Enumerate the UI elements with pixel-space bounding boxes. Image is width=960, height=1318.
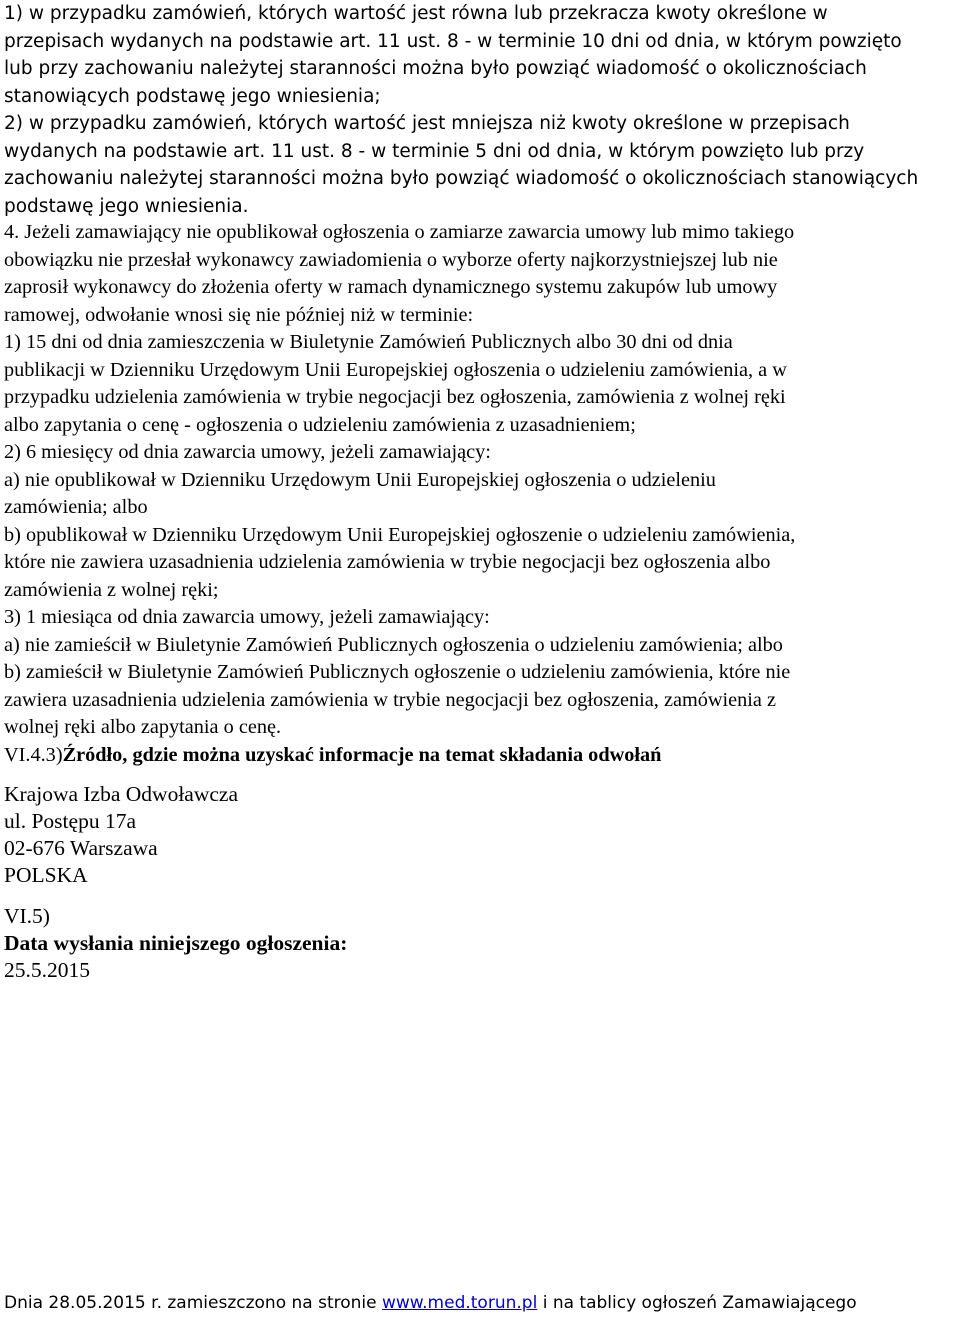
- text-line: 1) w przypadku zamówień, których wartość jest równa lub przekracza kwoty określone w: [4, 3, 828, 24]
- address-name: Krajowa Izba Odwoławcza: [4, 782, 238, 806]
- text-line: zawiera uzasadnienia udzielenia zamówienia w trybie negocjacji bez ogłoszenia, zamówienia z: [4, 688, 777, 711]
- website-link[interactable]: www.med.torun.pl: [382, 1293, 538, 1313]
- text-line: stanowiących podstawę jego wniesienia;: [4, 85, 381, 107]
- address-country: POLSKA: [4, 863, 88, 887]
- text-line: b) opublikował w Dzienniku Urzędowym Unii Europejskiej ogłoszenie o udzieleniu zamówienia,: [4, 523, 796, 546]
- text-line: wolnej ręki albo zapytania o cenę.: [4, 716, 282, 738]
- address-city: 02-676 Warszawa: [4, 836, 158, 860]
- text-line: ramowej, odwołanie wnosi się nie później niż w terminie:: [4, 303, 474, 326]
- text-line: przepisach wydanych na podstawie art. 11 ust. 8 - w terminie 10 dni od dnia, w którym powzięto: [4, 30, 902, 52]
- text-line: 3) 1 miesiąca od dnia zawarcia umowy, jeżeli zamawiający:: [4, 606, 490, 628]
- text-line: 2) 6 miesięcy od dnia zawarcia umowy, jeżeli zamawiający:: [4, 441, 491, 463]
- text-line: 2) w przypadku zamówień, których wartość jest mniejsza niż kwoty określone w przepisach: [4, 113, 850, 134]
- text-line: b) zamieścił w Biuletynie Zamówień Publicznych ogłoszenie o udzieleniu zamówienia, które nie: [4, 661, 791, 683]
- section-title: Data wysłania niniejszego ogłoszenia:: [4, 931, 348, 955]
- footer-prefix: Dnia 28.05.2015 r. zamieszczono na stronie: [4, 1293, 382, 1313]
- address-street: ul. Postępu 17a: [4, 809, 136, 833]
- text-line: zamówienia; albo: [4, 496, 148, 518]
- section-heading-appeals-info: [4, 742, 956, 770]
- section-title: Źródło, gdzie można uzyskać informacje na temat składania odwołań: [62, 743, 662, 766]
- section-number: VI.5): [4, 904, 50, 928]
- appeal-deadlines-serif-text: [4, 219, 956, 769]
- footer-note: [4, 1291, 857, 1315]
- text-line: 1) 15 dni od dnia zamieszczenia w Biuletynie Zamówień Publicznych albo 30 dni od dnia: [4, 331, 733, 353]
- text-line: wydanych na podstawie art. 11 ust. 8 - w terminie 5 dni od dnia, w którym powzięto lub przy: [4, 140, 865, 162]
- text-line: zachowaniu należytej staranności można było powziąć wiadomość o okolicznościach stanowiących: [4, 168, 919, 189]
- text-line: a) nie zamieścił w Biuletynie Zamówień Publicznych ogłoszenia o udzieleniu zamówienia; albo: [4, 633, 783, 656]
- appeal-deadlines-sans-text: [4, 0, 956, 220]
- text-line: albo zapytania o cenę - ogłoszenia o udzieleniu zamówienia z uzasadnieniem;: [4, 413, 636, 436]
- text-line: zaprosił wykonawcy do złożenia oferty w ramach dynamicznego systemu zakupów lub umowy: [4, 276, 778, 298]
- send-date-section: [4, 903, 347, 984]
- address-block: [4, 781, 238, 889]
- text-line: przypadku udzielenia zamówienia w trybie negocjacji bez ogłoszenia, zamówienia z wolnej ręki: [4, 386, 786, 408]
- footer-suffix: i na tablicy ogłoszeń Zamawiającego: [537, 1293, 857, 1313]
- send-date-value: 25.5.2015: [4, 958, 90, 982]
- text-line: podstawę jego wniesienia.: [4, 195, 249, 217]
- text-line: 4. Jeżeli zamawiający nie opublikował ogłoszenia o zamiarze zawarcia umowy lub mimo takiego: [4, 221, 795, 243]
- text-line: które nie zawiera uzasadnienia udzielenia zamówienia w trybie negocjacji bez ogłoszenia albo: [4, 551, 771, 573]
- section-number: VI.4.3): [4, 743, 63, 766]
- text-line: publikacji w Dzienniku Urzędowym Unii Europejskiej ogłoszenia o udzieleniu zamówienia, a w: [4, 358, 787, 381]
- paragraph-2: [4, 110, 956, 220]
- text-line: obowiązku nie przesłał wykonawcy zawiadomienia o wyborze oferty najkorzystniejszej lub nie: [4, 248, 778, 271]
- paragraph-1: [4, 0, 956, 110]
- text-line: zamówienia z wolnej ręki;: [4, 578, 219, 601]
- text-line: a) nie opublikował w Dzienniku Urzędowym Unii Europejskiej ogłoszenia o udzieleniu: [4, 468, 716, 491]
- section-heading-send-date: [4, 903, 347, 957]
- text-line: lub przy zachowaniu należytej staranności można było powziąć wiadomość o okolicznościach: [4, 58, 867, 79]
